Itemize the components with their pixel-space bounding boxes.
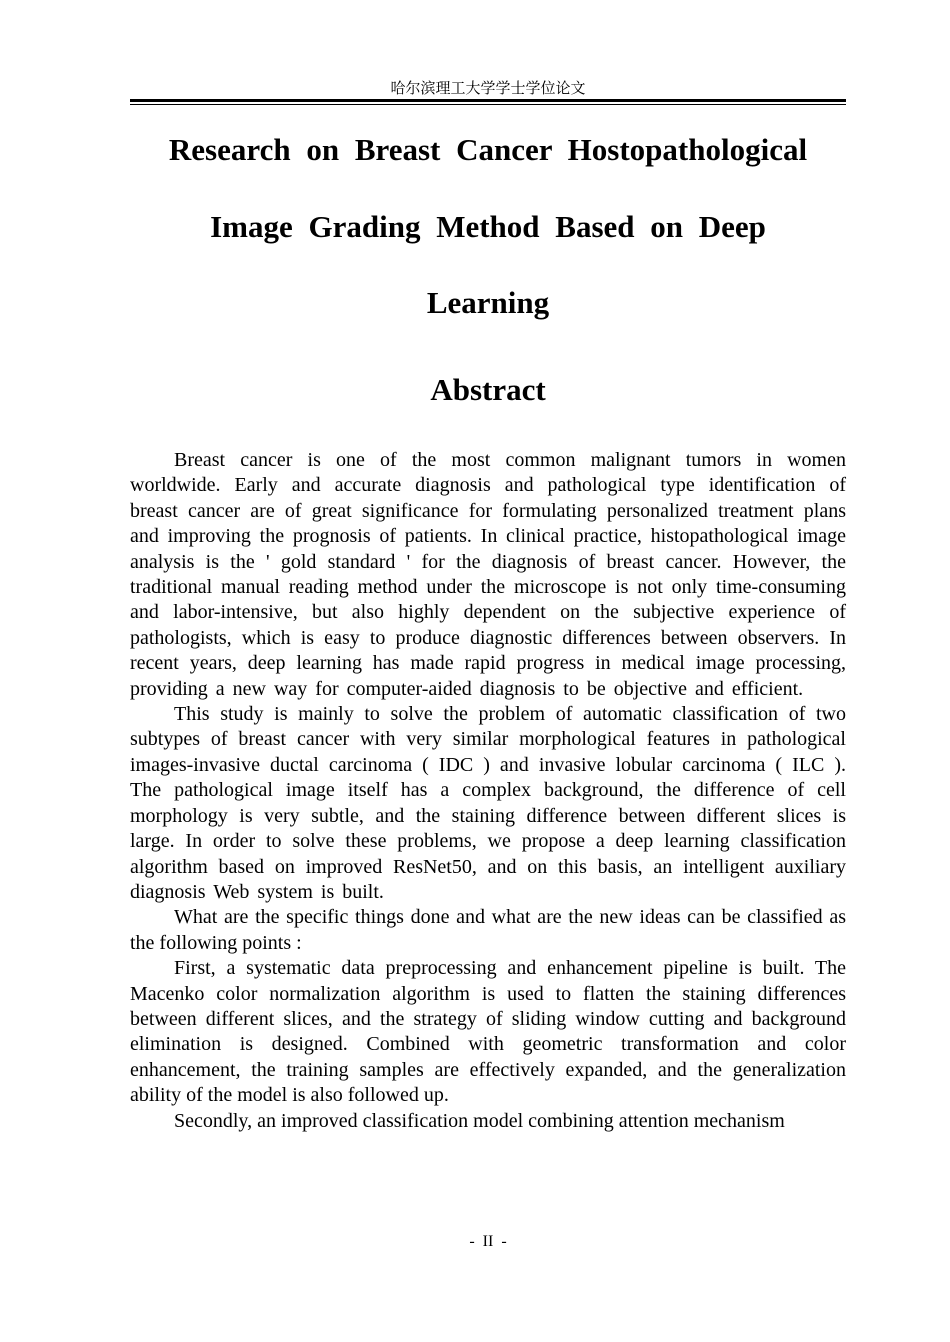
thesis-title-line-3: Learning bbox=[426, 285, 550, 320]
thesis-title-line-2: Image Grading Method Based on Deep bbox=[210, 209, 766, 244]
abstract-paragraph-2: This study is mainly to solve the problem of automatic classification of two subtypes of breast cancer with very similar morphological features in pathological images-invasive ductal carcinoma ( IDC ) and invasive lobular carcinoma ( ILC ). The pathological image itself has a complex background, the difference of cell morphology is very subtle, and the staining difference between different slices is large. In order to solve these problems, we propose a deep learning classification algorithm based on improved ResNet50, and on this basis, an intelligent auxiliary diagnosis Web system is built. bbox=[130, 703, 846, 903]
abstract-heading: Abstract bbox=[430, 372, 546, 407]
page-number: - II - bbox=[469, 1233, 507, 1250]
header-rule-thin bbox=[130, 104, 846, 105]
thesis-title-line-1: Research on Breast Cancer Hostopathological bbox=[168, 132, 808, 167]
abstract-paragraph-4: First, a systematic data preprocessing and enhancement pipeline is built. The Macenko color normalization algorithm is used to flatten the staining differences between different slices, and the strategy of sliding window cutting and background elimination is designed. Combined with geometric transformation and color enhancement, the training samples are effectively expanded, and the generalization ability of the model is also followed up. bbox=[130, 957, 846, 1107]
abstract-body bbox=[130, 448, 846, 1134]
abstract-paragraph-3: What are the specific things done and what are the new ideas can be classified as the following points : bbox=[130, 906, 846, 954]
running-header: 哈尔滨理工大学学士学位论文 bbox=[390, 79, 586, 97]
abstract-paragraph-5: Secondly, an improved classification model combining attention mechanism bbox=[174, 1109, 785, 1132]
abstract-paragraph-1: Breast cancer is one of the most common malignant tumors in women worldwide. Early and accurate diagnosis and pathological type identification of breast cancer are of great significance for formulating personalized treatment plans and improving the prognosis of patients. In clinical practice, histopathological image analysis is the ' gold standard ' for the diagnosis of breast cancer. However, the traditional manual reading method under the microscope is not only time-consuming and labor-intensive, but also highly dependent on the subjective experience of pathologists, which is easy to produce diagnostic differences between observers. In recent years, deep learning has made rapid progress in medical image processing, providing a new way for computer-aided diagnosis to be objective and efficient. bbox=[130, 449, 846, 700]
header-rule-thick bbox=[130, 99, 846, 102]
